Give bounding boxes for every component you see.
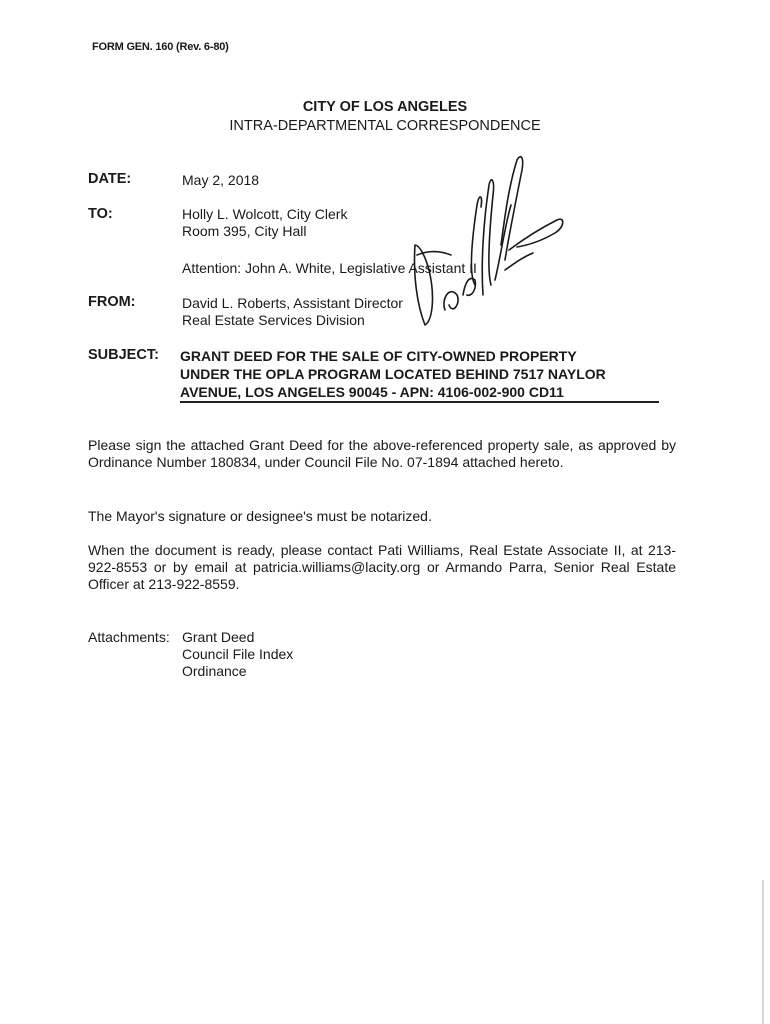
subject-text (180, 347, 660, 401)
page-edge-artifact (762, 880, 764, 1024)
body-paragraph-2: The Mayor's signature or designee's must be notarized. (88, 508, 432, 524)
to-label: TO: (88, 206, 113, 222)
attachment-item: Council File Index (182, 646, 294, 662)
subject-line-3: AVENUE, LOS ANGELES 90045 - APN: 4106-002-900 CD11 (180, 384, 564, 400)
organization-name: CITY OF LOS ANGELES (302, 99, 468, 115)
body-paragraph-1: Please sign the attached Grant Deed for the above-referenced property sale, as approved by Ordinance Number 180834, under Council File No. 07-1894 attached hereto. (88, 437, 676, 470)
attachment-item: Ordinance (182, 663, 247, 679)
correspondence-type: INTRA-DEPARTMENTAL CORRESPONDENCE (229, 118, 541, 134)
to-attention: Attention: John A. White, Legislative Assistant II (182, 260, 477, 276)
date-value: May 2, 2018 (182, 172, 260, 188)
attachments-label: Attachments: (88, 629, 170, 645)
handwritten-signature (405, 145, 585, 345)
subject-underline (180, 401, 659, 403)
subject-line-2: UNDER THE OPLA PROGRAM LOCATED BEHIND 7517 NAYLOR (180, 366, 606, 382)
from-sender: David L. Roberts, Assistant Director (182, 295, 403, 311)
attachments-list (182, 629, 293, 680)
date-label: DATE: (88, 171, 132, 187)
form-number: FORM GEN. 160 (Rev. 6-80) (92, 41, 229, 53)
from-division: Real Estate Services Division (182, 312, 365, 328)
from-label: FROM: (88, 294, 136, 310)
body-paragraph-3: When the document is ready, please contact Pati Williams, Real Estate Associate II, at 213-922-8553 or by email at patricia.williams@lacity.org or Armando Parra, Senior Real Estate Officer at 213-922-8559. (88, 542, 676, 592)
subject-label: SUBJECT: (88, 347, 159, 363)
to-recipient: Holly L. Wolcott, City Clerk (182, 206, 348, 222)
to-location: Room 395, City Hall (182, 223, 307, 239)
attachment-item: Grant Deed (182, 629, 255, 645)
subject-line-1: GRANT DEED FOR THE SALE OF CITY-OWNED PROPERTY (180, 348, 577, 364)
